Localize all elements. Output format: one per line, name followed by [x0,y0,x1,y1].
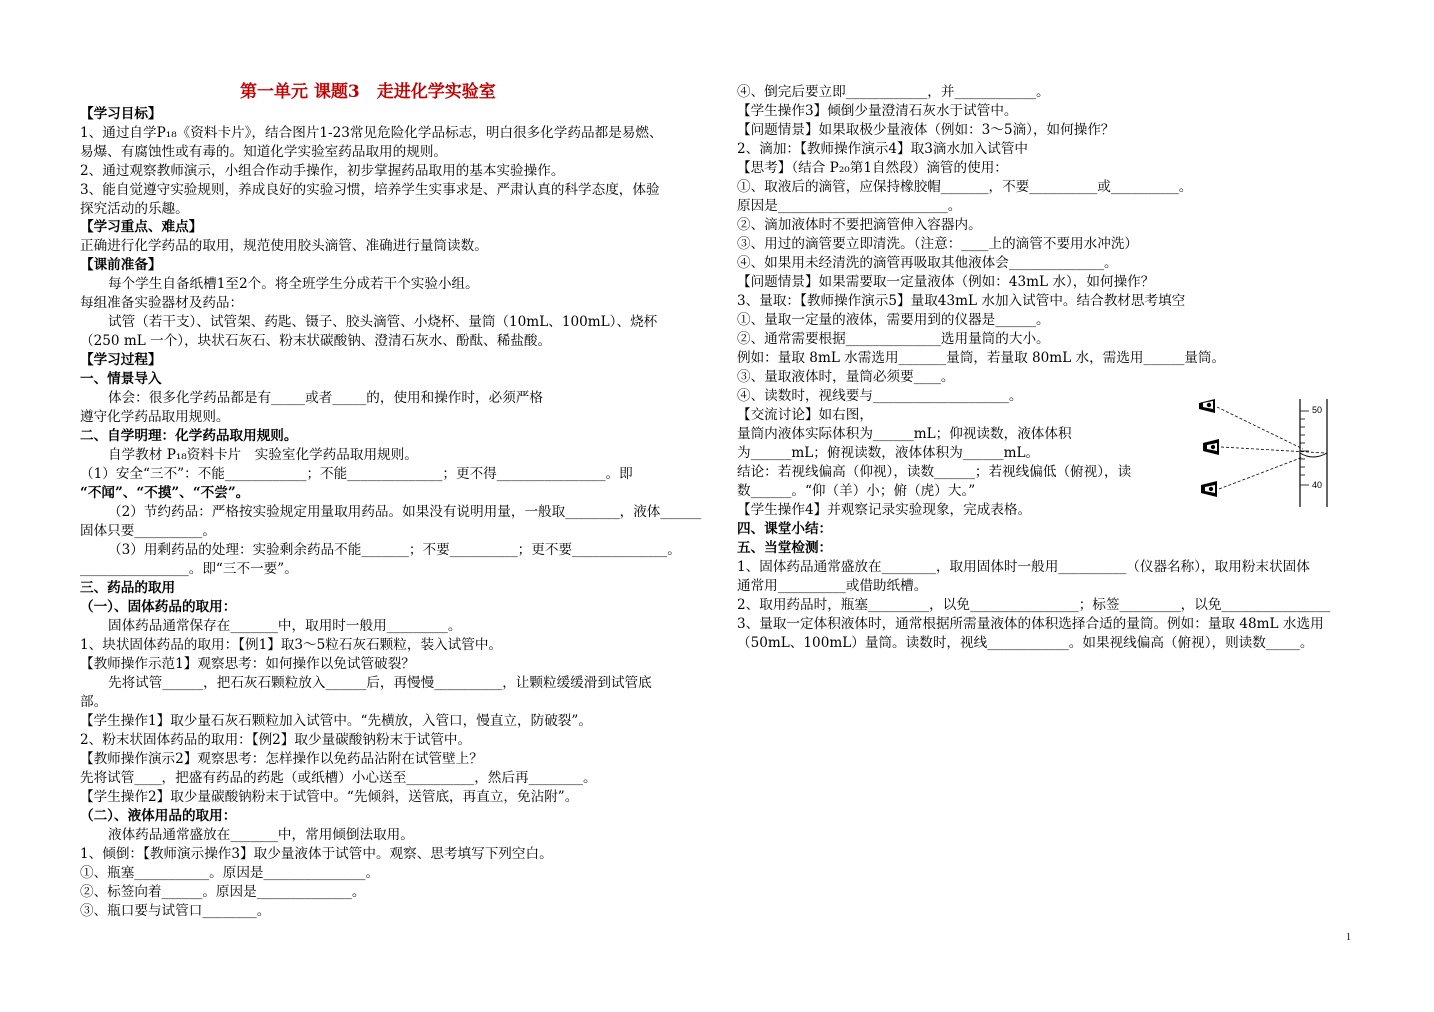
right-line: ①、量取一定量的液体，需要用到的仪器是______。 [737,312,1050,328]
eye-icon-bottom [1201,481,1217,497]
left-line: 遵守化学药品取用规则。 [80,409,230,425]
left-line: 先将试管______，把石灰石颗粒放入______后，再慢慢__________，让颗粒缓缓滑到试管底 [108,675,652,691]
right-line: 原因是_________________________。 [737,198,962,214]
left-line: 【学生操作2】取少量碳酸钠粉末于试管中。“先倾斜，送管底，再直立，免沾附”。 [80,789,579,805]
left-line: 【学习目标】 [80,106,162,122]
left-line: 固体只要__________。 [80,523,216,539]
left-line: 【学习重点、难点】 [80,219,203,235]
left-line: 【学生操作1】取少量石灰石颗粒加入试管中。“先横放，入管口，慢直立，防破裂”。 [80,713,592,729]
tick-label-40: 40 [1312,480,1323,490]
right-line: 结论：若视线偏高（仰视），读数______；若视线偏低（俯视），读 [737,464,1132,480]
left-line: 三、药品的取用 [80,580,176,596]
right-line: 四、课堂小结： [737,521,833,537]
right-line: ②、通常需要根据______________选用量筒的大小。 [737,331,1050,347]
left-line: 2、通过观察教师演示，小组合作动手操作，初步掌握药品取用的基本实验操作。 [80,163,565,179]
right-line: 【学生操作3】倾倒少量澄清石灰水于试管中。 [737,103,1018,119]
left-line: （3）用剩药品的处理：实验剩余药品不能_______；不要__________；更不要______________。 [108,542,681,558]
left-line: ①、瓶塞___________。原因是_______________。 [80,865,380,881]
right-line: 量筒内液体实际体积为______mL；仰视读数，液体体积 [737,426,1072,442]
right-line: 3、量取一定体积液体时，通常根据所需量液体的体积选择合适的量筒。例如：量取 48mL 水选用 [737,616,1324,632]
right-line: ①、取液后的滴管，应保持橡胶帽_______，不要__________或__________。 [737,179,1193,195]
page-number: 1 [1346,932,1351,943]
right-line: 1、固体药品通常盛放在________，取用固体时一般用__________（仪器名称），取用粉末状固体 [737,559,1310,575]
left-line: （250 mL 一个），块状石灰石、粉末状碳酸钠、澄清石灰水、酚酞、稀盐酸。 [80,333,552,349]
right-line: ④、如果用未经清洗的滴管再吸取其他液体会______________。 [737,255,1118,271]
graduated-cylinder-reading-diagram [1195,397,1350,507]
left-line: 1、通过自学P₁₈《资料卡片》，结合图片1-23常见危险化学品标志，明白很多化学药品都是易燃、 [80,125,663,141]
right-line: ③、量取液体时，量筒必须要____。 [737,369,955,385]
eye-icon-middle [1203,439,1219,455]
right-line: 2、取用药品时，瓶塞_________，以免________________；标签_________，以免________________ [737,597,1331,613]
left-line: ②、标签向着______。原因是______________。 [80,884,366,900]
right-line: 【交流讨论】如右图， [737,407,873,423]
left-line: 【课前准备】 [80,257,162,273]
left-line: 每组准备实验器材及药品： [80,295,244,311]
right-line: ③、用过的滴管要立即清洗。（注意：____上的滴管不要用水冲洗） [737,236,1139,252]
right-line: 2、滴加：【教师操作演示4】取3滴水加入试管中 [737,141,1029,157]
left-line: “不闻”、“不摸”、“不尝”。 [80,485,250,501]
left-line: ③、瓶口要与试管口________。 [80,903,271,919]
right-line: ④、读数时，视线要与____________________。 [737,388,1023,404]
left-line: 一、情景导入 [80,371,162,387]
right-line: ④、倒完后要立即____________，并____________。 [737,84,1050,100]
left-line: 1、倾倒：【教师演示操作3】取少量液体于试管中。观察、思考填写下列空白。 [80,846,553,862]
left-line: 【学习过程】 [80,352,162,368]
left-line: 【教师操作示范1】观察思考：如何操作以免试管破裂？ [80,656,415,672]
left-line: 自学教材 P₁₈资料卡片 实验室化学药品取用规则。 [108,447,418,463]
left-line: 试管（若干支）、试管架、药匙、镊子、胶头滴管、小烧杯、量筒（10mL、100mL）、烧杯 [108,314,658,330]
left-line: 液体药品通常盛放在_______中，常用倾倒法取用。 [108,827,414,843]
left-line: 1、块状固体药品的取用：【例1】取3～5粒石灰石颗粒，装入试管中。 [80,637,503,653]
right-line: 3、量取：【教师操作演示5】量取43mL 水加入试管中。结合教材思考填空 [737,293,1186,309]
left-line: 体会：很多化学药品都是有_____或者_____的，使用和操作时，必须严格 [108,390,543,406]
left-line: 先将试管____，把盛有药品的药匙（或纸槽）小心送至__________，然后再________。 [80,770,597,786]
left-line: 2、粉末状固体药品的取用：【例2】取少量碳酸钠粉末于试管中。 [80,732,472,748]
right-line: 【学生操作4】并观察记录实验现象，完成表格。 [737,502,1032,518]
right-line: 【思考】（结合 P₂₀第1自然段）滴管的使用： [737,160,1008,176]
left-line: （2）节约药品：严格按实验规定用量取用药品。如果没有说明用量，一般取________，液体______ [108,504,702,520]
right-line: 【问题情景】如果需要取一定量液体（例如：43mL 水），如何操作？ [737,274,1155,290]
right-line: 五、当堂检测： [737,540,833,556]
right-line: 通常用__________或借助纸槽。 [737,578,928,594]
left-line: 固体药品通常保存在_______中，取用时一般用_________。 [108,618,462,634]
left-line: （二）、液体用品的取用： [80,808,237,824]
left-line: ________________。即“三不一要”。 [80,561,298,577]
left-line: 二、自学明理：化学药品取用规则。 [80,428,298,444]
right-line: ②、滴加液体时不要把滴管伸入容器内。 [737,217,982,233]
left-line: （1）安全“三不”：不能____________；不能______________；更不得________________。即 [80,466,633,482]
left-line: 正确进行化学药品的取用，规范使用胶头滴管、准确进行量筒读数。 [80,238,488,254]
left-line: 第一单元 课题3 走进化学实验室 [240,82,496,102]
right-line: 【问题情景】如果取极少量液体（例如：3～5滴），如何操作？ [737,122,1115,138]
tick-label-50: 50 [1312,405,1323,415]
left-line: 每个学生自备纸槽1至2个。将全班学生分成若干个实验小组。 [108,276,479,292]
right-line: 为______mL；俯视读数，液体体积为______mL。 [737,445,1040,461]
left-line: 探究活动的乐趣。 [80,201,189,217]
right-line: （50mL、100mL）量筒。读数时，视线____________。如果视线偏高（俯视），则读数_____。 [737,635,1314,651]
left-line: 【教师操作演示2】观察思考：怎样操作以免药品沾附在试管壁上？ [80,751,483,767]
right-line: 数______。“仰（羊）小；俯（虎）大。” [737,483,976,499]
eye-icon-top [1199,399,1215,413]
right-line: 例如：量取 8mL 水需选用_______量筒，若量取 80mL 水，需选用______量筒。 [737,350,1226,366]
left-line: （一）、固体药品的取用： [80,599,237,615]
left-line: 部。 [80,694,108,710]
left-line: 3、能自觉遵守实验规则，养成良好的实验习惯，培养学生实事求是、严肃认真的科学态度，体验 [80,182,660,198]
left-line: 易爆、有腐蚀性或有毒的。知道化学实验室药品取用的规则。 [80,144,448,160]
